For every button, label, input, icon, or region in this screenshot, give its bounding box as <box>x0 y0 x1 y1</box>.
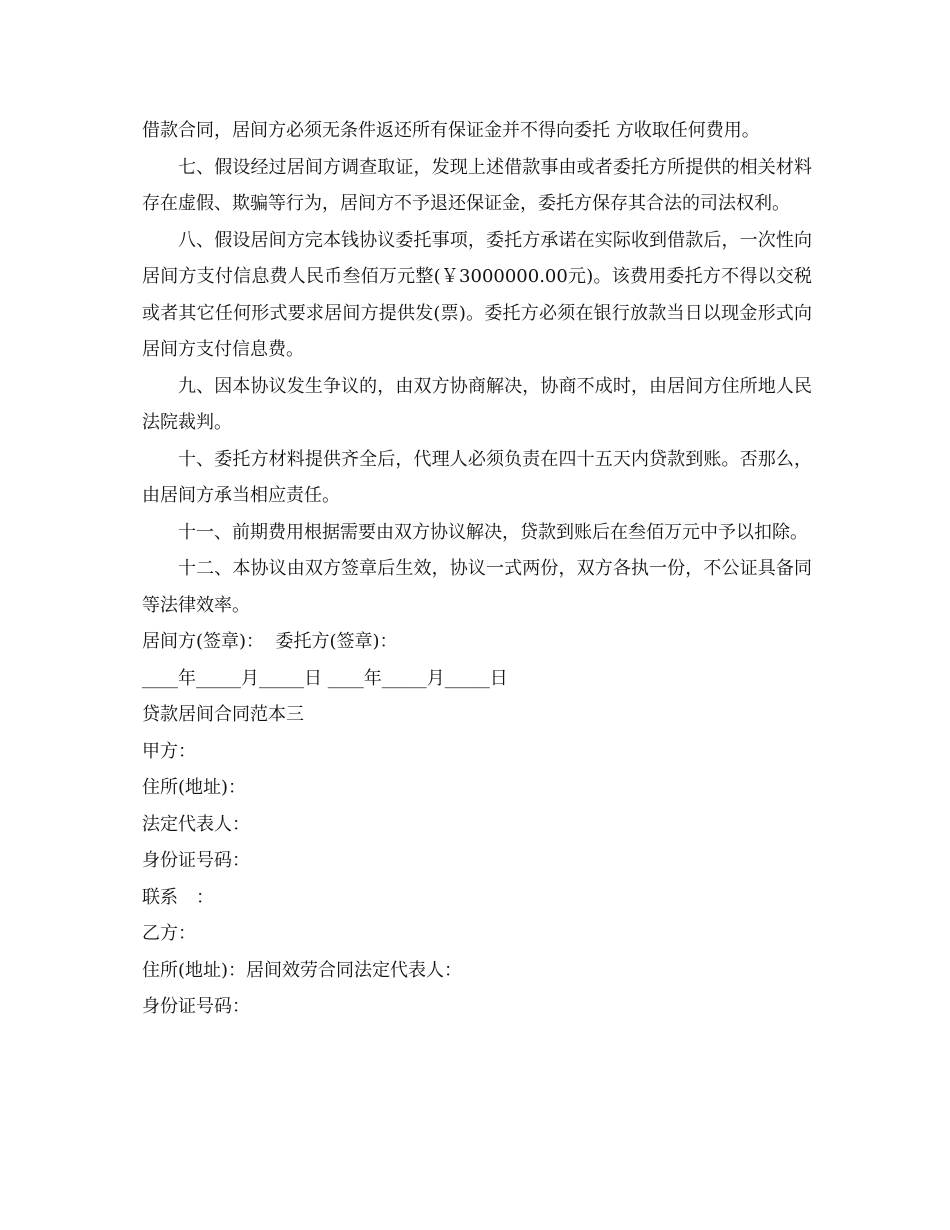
clause-eight: 八、假设居间方完本钱协议委托事项，委托方承诺在实际收到借款后，一次性向居间方支付信息费人民币叁佰万元整(￥3000000.00元)。该费用委托方不得以交税或者其它任何形式要求居间方提供发(票)。委托方必须在银行放款当日以现金形式向居间方支付信息费。 <box>142 229 812 360</box>
party-b-address: 住所(地址)：居间效劳合同法定代表人： <box>142 959 463 981</box>
clause-twelve: 十二、本协议由双方签章后生效，协议一式两份，双方各执一份，不公证具备同等法律效率。 <box>142 558 812 616</box>
signature-line: 居间方(签章)： 委托方(签章)： <box>142 631 398 652</box>
party-a-address: 住所(地址)： <box>142 777 247 798</box>
section-title: 贷款居间合同范本三 <box>142 704 304 725</box>
clause-ten: 十、委托方材料提供齐全后，代理人必须负责在四十五天内贷款到账。否那么，由居间方承当相应责任。 <box>142 448 812 506</box>
party-a-legal-representative: 法定代表人： <box>142 813 250 835</box>
date-line: ____年_____月_____日 ____年_____月_____日 <box>142 667 508 689</box>
party-a-contact: 联系 ： <box>142 886 214 908</box>
party-b-label: 乙方： <box>142 923 196 944</box>
paragraph-continuation: 借款合同，居间方必须无条件返还所有保证金并不得向委托 方收取任何费用。 <box>142 120 760 141</box>
party-a-id-number: 身份证号码： <box>142 850 250 871</box>
party-b-id-number: 身份证号码： <box>142 996 250 1017</box>
clause-seven: 七、假设经过居间方调查取证，发现上述借款事由或者委托方所提供的相关材料存在虚假、欺骗等行为，居间方不予退还保证金，委托方保存其合法的司法权利。 <box>142 156 812 214</box>
clause-eleven: 十一、前期费用根据需要由双方协议解决，贷款到账后在叁佰万元中予以扣除。 <box>178 521 808 543</box>
party-a-label: 甲方： <box>142 740 196 762</box>
document-body <box>142 113 812 1026</box>
clause-nine: 九、因本协议发生争议的，由双方协商解决，协商不成时，由居间方住所地人民法院裁判。 <box>142 375 812 433</box>
